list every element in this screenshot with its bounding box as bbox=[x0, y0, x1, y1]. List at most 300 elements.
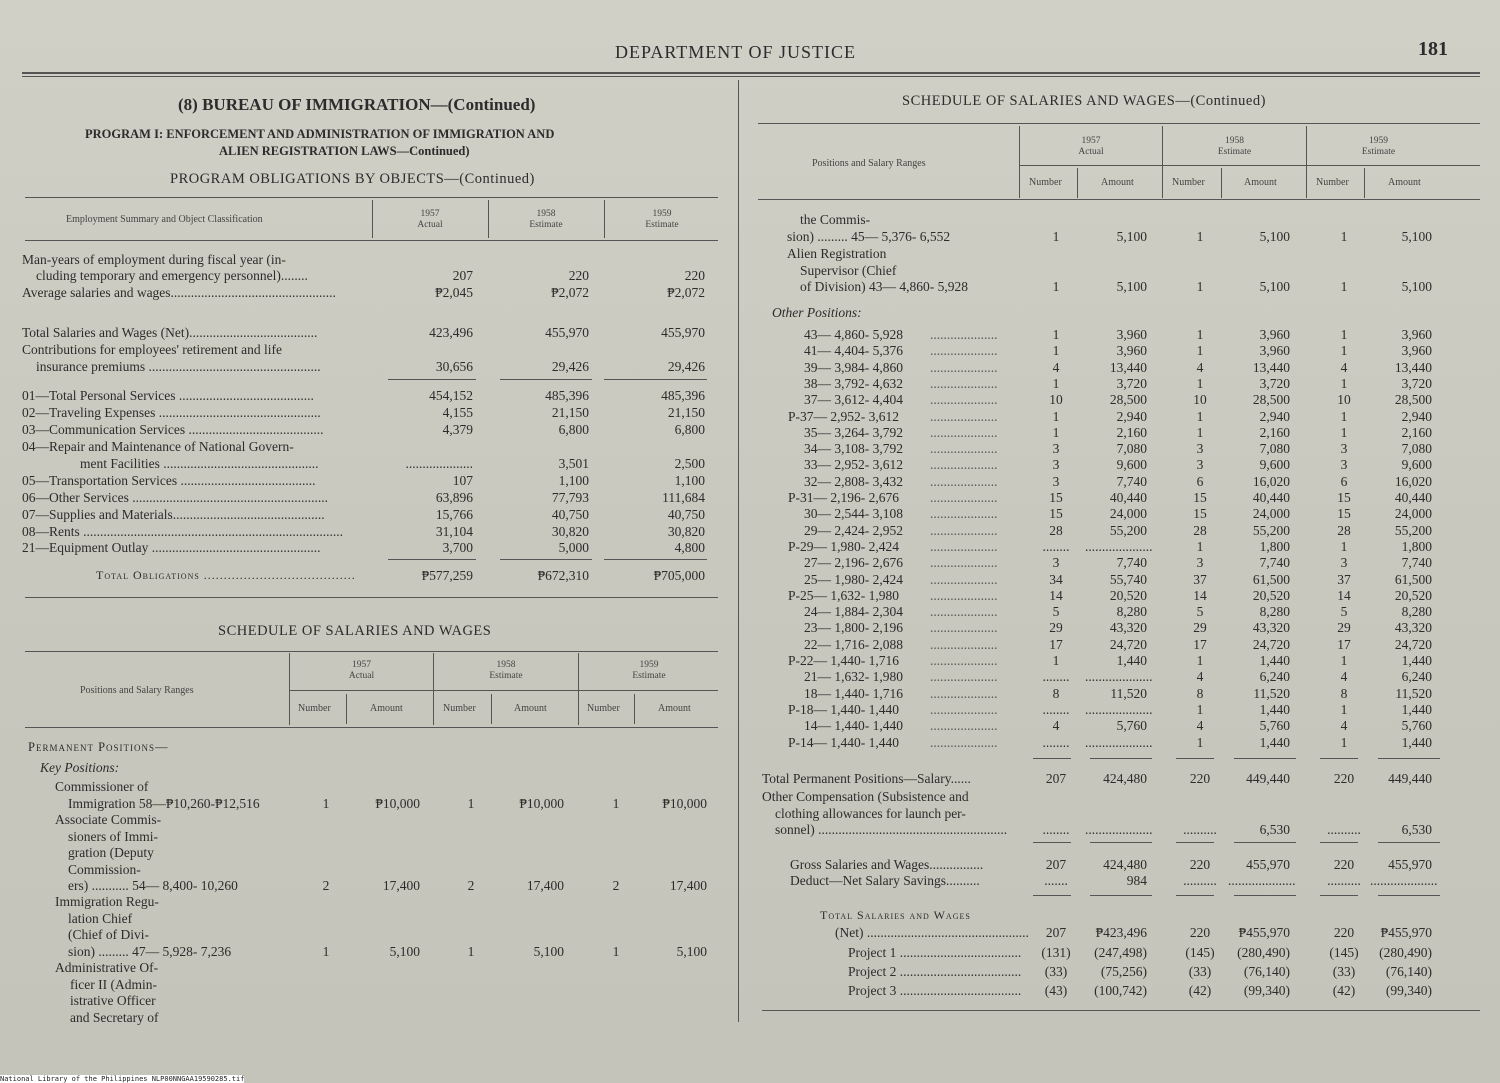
position-amount: 40,440 bbox=[1109, 490, 1147, 505]
obj-row-label: 01—Total Personal Services ........................................ bbox=[22, 388, 314, 403]
page-header-title: DEPARTMENT OF JUSTICE bbox=[615, 42, 856, 62]
right-table-bottom-rule bbox=[762, 1010, 1480, 1011]
obj-row-1959: 455,970 bbox=[661, 325, 705, 340]
leader-dots: .................... bbox=[930, 522, 998, 538]
position-amount: 17,400 bbox=[669, 878, 707, 893]
position-number: 4 bbox=[1052, 359, 1060, 375]
position-number: 10 bbox=[1337, 392, 1351, 408]
position-number: 1 bbox=[1196, 701, 1204, 717]
salary-range: 27— 2,196- 2,676 bbox=[804, 555, 903, 571]
obj-table-top-rule bbox=[25, 197, 718, 198]
position-number: 15 bbox=[1049, 506, 1063, 522]
position-number: 3 bbox=[1196, 441, 1204, 457]
position-number: 1 bbox=[1196, 343, 1204, 359]
col-number: Number bbox=[1029, 177, 1062, 188]
position-number: 207 bbox=[1045, 857, 1067, 872]
position-amount: 424,480 bbox=[1103, 857, 1147, 872]
position-amount: (247,498) bbox=[1094, 945, 1147, 960]
position-number: 1 bbox=[1052, 653, 1060, 668]
position-amount: 449,440 bbox=[1388, 771, 1432, 786]
sum-rule bbox=[500, 559, 592, 560]
page-number: 181 bbox=[1418, 38, 1448, 60]
position-amount: 5,100 bbox=[1259, 228, 1290, 244]
position-number: 4 bbox=[1052, 718, 1060, 734]
position-number: 1 bbox=[1340, 327, 1348, 342]
obj-row-1957: 4,155 bbox=[442, 405, 473, 420]
position-label-line: (Net) ................................................ bbox=[835, 924, 1029, 940]
right-header-1958: 1958 Estimate bbox=[1217, 136, 1252, 157]
position-amount: 5,100 bbox=[676, 943, 707, 959]
position-number: 220 bbox=[1333, 771, 1355, 786]
position-number: (131) bbox=[1041, 945, 1071, 960]
position-amount: 2,160 bbox=[1401, 424, 1432, 440]
position-amount: 984 bbox=[1126, 873, 1147, 888]
position-number: 8 bbox=[1196, 685, 1204, 701]
salary-range: 41— 4,404- 5,376 bbox=[804, 343, 903, 359]
obj-row-label: insurance premiums ................................................... bbox=[36, 359, 321, 374]
salary-range: 22— 1,716- 2,088 bbox=[804, 636, 903, 652]
position-number: 2 bbox=[612, 878, 620, 893]
position-amount: 13,440 bbox=[1394, 359, 1432, 375]
position-number: 29 bbox=[1049, 620, 1063, 636]
obj-row-label: Contributions for employees' retirement and life bbox=[22, 342, 282, 357]
position-number: 1 bbox=[1340, 228, 1348, 244]
position-label-line: lation Chief bbox=[68, 910, 133, 926]
salary-range: P-22— 1,440- 1,716 bbox=[788, 653, 899, 668]
salary-range: P-29— 1,980- 2,424 bbox=[788, 538, 899, 554]
position-number: 1 bbox=[1052, 424, 1060, 440]
obj-row-1958: 5,000 bbox=[558, 540, 589, 555]
position-amount: 7,080 bbox=[1259, 441, 1290, 457]
permanent-positions-label: Permanent Positions— bbox=[28, 740, 169, 754]
position-number: 1 bbox=[1196, 375, 1204, 391]
position-amount: .................... bbox=[1085, 701, 1153, 717]
position-amount: 24,000 bbox=[1109, 506, 1147, 522]
obj-row-label: 04—Repair and Maintenance of National Govern- bbox=[22, 439, 294, 454]
position-amount: (76,140) bbox=[1243, 964, 1290, 979]
position-amount: 7,740 bbox=[1116, 555, 1147, 571]
position-amount: 5,760 bbox=[1259, 718, 1290, 734]
position-amount: 24,720 bbox=[1394, 636, 1432, 652]
position-number: ....... bbox=[1044, 873, 1068, 888]
position-number: 29 bbox=[1193, 620, 1207, 636]
position-number: .......... bbox=[1327, 822, 1361, 837]
salary-range: 37— 3,612- 4,404 bbox=[804, 392, 903, 408]
position-number: 1 bbox=[1052, 375, 1060, 391]
position-number: 15 bbox=[1049, 490, 1063, 505]
position-amount: 6,240 bbox=[1259, 669, 1290, 685]
position-amount: 43,320 bbox=[1394, 620, 1432, 636]
sum-rule bbox=[1378, 895, 1440, 896]
position-number: 1 bbox=[1052, 408, 1060, 424]
leader-dots: .................... bbox=[930, 392, 998, 408]
position-number: 4 bbox=[1196, 669, 1204, 685]
position-amount: ₱10,000 bbox=[519, 795, 564, 811]
obj-row-label: 21—Equipment Outlay .................................................. bbox=[22, 540, 321, 555]
position-label-line: ficer II (Admin- bbox=[70, 976, 157, 992]
obj-header-1957: 1957 Actual bbox=[417, 209, 443, 230]
obj-row-label: 05—Transportation Services ........................................ bbox=[22, 473, 316, 488]
position-number: 1 bbox=[1196, 279, 1204, 294]
sum-rule bbox=[388, 559, 476, 560]
position-amount: ₱10,000 bbox=[662, 795, 707, 811]
obj-row-label: 03—Communication Services ........................................ bbox=[22, 422, 324, 437]
position-label-line: Immigration Regu- bbox=[55, 894, 159, 909]
position-amount: 455,970 bbox=[1246, 857, 1290, 872]
position-number: 15 bbox=[1337, 506, 1351, 522]
position-number: 34 bbox=[1049, 571, 1063, 587]
position-number: (33) bbox=[1044, 964, 1068, 979]
position-number: 3 bbox=[1052, 457, 1060, 473]
position-label-line: Administrative Of- bbox=[55, 960, 159, 975]
obj-row-1957: 3,700 bbox=[442, 540, 473, 555]
salary-range: 24— 1,884- 2,304 bbox=[804, 604, 903, 620]
position-amount: 28,500 bbox=[1394, 392, 1432, 408]
obj-table-header-rule bbox=[25, 240, 718, 241]
obj-row-1957: ₱577,259 bbox=[421, 568, 473, 583]
header-rule-thin bbox=[22, 76, 1480, 77]
sched-header-1957: 1957 Actual bbox=[348, 660, 375, 681]
position-amount: 1,440 bbox=[1401, 734, 1432, 750]
position-number: 3 bbox=[1052, 473, 1060, 489]
sched-vrule bbox=[346, 694, 347, 724]
salary-range: P-37— 2,952- 3,612 bbox=[788, 408, 899, 424]
obj-row-1957: 207 bbox=[452, 268, 473, 283]
position-number: 1 bbox=[322, 943, 330, 959]
position-amount: 7,740 bbox=[1401, 555, 1432, 571]
right-table-mid-rule bbox=[1020, 165, 1480, 166]
salary-range: 14— 1,440- 1,440 bbox=[804, 718, 903, 734]
position-amount: 28,500 bbox=[1252, 392, 1290, 408]
leader-dots: .................... bbox=[930, 359, 998, 375]
position-amount: 40,440 bbox=[1394, 490, 1432, 505]
position-amount: 8,280 bbox=[1401, 604, 1432, 620]
position-label-line: Deduct—Net Salary Savings.......... bbox=[790, 873, 980, 888]
position-amount: 43,320 bbox=[1109, 620, 1147, 636]
position-amount: 2,160 bbox=[1116, 424, 1147, 440]
obj-row-1958: 485,396 bbox=[545, 388, 589, 403]
position-number: (33) bbox=[1332, 964, 1356, 979]
position-number: 37 bbox=[1337, 571, 1351, 587]
position-amount: 55,200 bbox=[1109, 522, 1147, 538]
position-amount: (99,340) bbox=[1243, 983, 1290, 998]
col-amount: Amount bbox=[370, 703, 403, 714]
position-number: 1 bbox=[322, 795, 330, 811]
salary-range: 38— 3,792- 4,632 bbox=[804, 375, 903, 391]
position-amount: 20,520 bbox=[1109, 587, 1147, 603]
position-number: (33) bbox=[1188, 964, 1212, 979]
column-divider bbox=[738, 80, 739, 1022]
sum-rule bbox=[1176, 842, 1214, 843]
position-number: 2 bbox=[467, 878, 475, 893]
obj-row-1959: 220 bbox=[684, 268, 705, 283]
leader-dots: .................... bbox=[930, 441, 998, 457]
sched-header-1958: 1958 Estimate bbox=[489, 660, 523, 681]
position-amount: 2,940 bbox=[1401, 408, 1432, 424]
leader-dots: .................... bbox=[930, 506, 998, 522]
position-amount: 5,100 bbox=[533, 943, 564, 959]
position-number: 29 bbox=[1337, 620, 1351, 636]
position-number: 17 bbox=[1049, 636, 1063, 652]
position-label-line: Total Salaries and Wages bbox=[820, 908, 971, 922]
position-number: 1 bbox=[1340, 701, 1348, 717]
sched-table-header-rule bbox=[25, 727, 718, 728]
obj-row-label: Total Salaries and Wages (Net)...................................... bbox=[22, 325, 318, 340]
position-amount: 55,740 bbox=[1109, 571, 1147, 587]
position-amount: 24,720 bbox=[1109, 636, 1147, 652]
obj-row-1958: 30,820 bbox=[551, 524, 589, 539]
salary-range: P-31— 2,196- 2,676 bbox=[788, 490, 899, 505]
right-header-1957: 1957 Actual bbox=[1078, 136, 1104, 157]
position-number: 3 bbox=[1052, 441, 1060, 457]
position-label-line: and Secretary of bbox=[70, 1009, 159, 1025]
col-number: Number bbox=[1316, 177, 1349, 188]
header-rule bbox=[22, 72, 1480, 74]
position-amount: 1,440 bbox=[1116, 653, 1147, 668]
position-label-line: (Chief of Divi- bbox=[68, 927, 149, 942]
position-amount: ₱455,970 bbox=[1238, 924, 1290, 940]
obj-row-label: cluding temporary and emergency personnel)........ bbox=[36, 268, 308, 283]
position-amount: 61,500 bbox=[1394, 571, 1432, 587]
position-amount: (76,140) bbox=[1385, 964, 1432, 979]
obj-row-1958: 6,800 bbox=[558, 422, 589, 437]
position-amount: 24,720 bbox=[1252, 636, 1290, 652]
position-number: 15 bbox=[1193, 490, 1207, 505]
position-number: 6 bbox=[1340, 473, 1348, 489]
sum-rule bbox=[1378, 842, 1440, 843]
position-amount: 20,520 bbox=[1252, 587, 1290, 603]
position-amount: 6,530 bbox=[1259, 822, 1290, 837]
leader-dots: .................... bbox=[930, 490, 998, 505]
obj-row-label: 08—Rents ............................................................................. bbox=[22, 524, 344, 539]
position-number: 5 bbox=[1196, 604, 1204, 620]
salary-range: P-14— 1,440- 1,440 bbox=[788, 734, 899, 750]
position-amount: 1,440 bbox=[1259, 734, 1290, 750]
position-label-line: Alien Registration bbox=[787, 246, 887, 261]
position-number: (145) bbox=[1185, 945, 1215, 960]
position-amount: 1,440 bbox=[1401, 653, 1432, 668]
position-amount: 13,440 bbox=[1252, 359, 1290, 375]
position-label-line: Project 2 .................................... bbox=[848, 964, 1022, 979]
position-label-line: Project 1 .................................... bbox=[848, 945, 1022, 960]
position-number: 4 bbox=[1196, 718, 1204, 734]
sum-rule bbox=[1234, 895, 1296, 896]
sum-rule bbox=[1378, 758, 1440, 759]
obj-row-1959: 30,820 bbox=[667, 524, 705, 539]
position-number: 220 bbox=[1189, 924, 1211, 940]
position-amount: 16,020 bbox=[1394, 473, 1432, 489]
position-number: 1 bbox=[1196, 653, 1204, 668]
right-vrule bbox=[1077, 168, 1078, 198]
right-header-label: Positions and Salary Ranges bbox=[812, 158, 926, 169]
position-amount: 13,440 bbox=[1109, 359, 1147, 375]
position-amount: 11,520 bbox=[1110, 685, 1147, 701]
sum-rule bbox=[1234, 842, 1296, 843]
leader-dots: .................... bbox=[930, 701, 998, 717]
col-number: Number bbox=[443, 703, 476, 714]
sched-header-label: Positions and Salary Ranges bbox=[80, 685, 194, 696]
position-number: 4 bbox=[1340, 718, 1348, 734]
position-amount: 9,600 bbox=[1401, 457, 1432, 473]
obj-row-1959: 111,684 bbox=[662, 490, 705, 505]
leader-dots: .................... bbox=[930, 327, 998, 342]
bureau-title: (8) BUREAU OF IMMIGRATION—(Continued) bbox=[178, 95, 536, 114]
position-amount: 1,800 bbox=[1259, 538, 1290, 554]
position-amount: ₱455,970 bbox=[1380, 924, 1432, 940]
position-number: (42) bbox=[1332, 983, 1356, 998]
position-number: 5 bbox=[1052, 604, 1060, 620]
position-amount: (280,490) bbox=[1237, 945, 1290, 960]
position-label-line: Commission- bbox=[68, 861, 141, 877]
obj-row-1957: 30,656 bbox=[435, 359, 473, 374]
position-number: 4 bbox=[1340, 359, 1348, 375]
obj-row-label: 02—Traveling Expenses ................................................ bbox=[22, 405, 321, 420]
obj-row-1957: 107 bbox=[452, 473, 473, 488]
position-number: 1 bbox=[1340, 375, 1348, 391]
salary-range: 25— 1,980- 2,424 bbox=[804, 571, 903, 587]
obj-row-1957: .................... bbox=[405, 456, 473, 471]
salary-range: 34— 3,108- 3,792 bbox=[804, 441, 903, 457]
position-amount: 11,520 bbox=[1253, 685, 1290, 701]
position-number: 1 bbox=[1340, 279, 1348, 294]
position-number: 3 bbox=[1340, 555, 1348, 571]
position-number: 1 bbox=[1052, 327, 1060, 342]
position-label-line: the Commis- bbox=[800, 212, 871, 227]
sum-rule bbox=[1090, 758, 1152, 759]
position-number: 6 bbox=[1196, 473, 1204, 489]
col-number: Number bbox=[587, 703, 620, 714]
obj-row-1958: 40,750 bbox=[551, 507, 589, 522]
leader-dots: .................... bbox=[930, 604, 998, 620]
position-amount: 8,280 bbox=[1116, 604, 1147, 620]
position-amount: 1,800 bbox=[1401, 538, 1432, 554]
position-number: 1 bbox=[1340, 734, 1348, 750]
obj-row-1957: 15,766 bbox=[435, 507, 473, 522]
leader-dots: .................... bbox=[930, 555, 998, 571]
obj-row-1959: ₱2,072 bbox=[667, 285, 705, 300]
sched-vrule bbox=[491, 694, 492, 724]
position-amount: (280,490) bbox=[1379, 945, 1432, 960]
sum-rule bbox=[1033, 895, 1071, 896]
position-amount: 3,960 bbox=[1116, 343, 1147, 359]
position-number: 1 bbox=[1196, 228, 1204, 244]
obj-row-1959: 21,150 bbox=[667, 405, 705, 420]
position-amount: 3,960 bbox=[1259, 327, 1290, 342]
salary-range: 32— 2,808- 3,432 bbox=[804, 473, 903, 489]
position-number: 1 bbox=[467, 795, 475, 811]
position-amount: 6,240 bbox=[1401, 669, 1432, 685]
position-number: 1 bbox=[1196, 327, 1204, 342]
sum-rule bbox=[1176, 895, 1214, 896]
position-amount: 55,200 bbox=[1394, 522, 1432, 538]
position-number: ........ bbox=[1042, 701, 1070, 717]
position-amount: 40,440 bbox=[1252, 490, 1290, 505]
schedule-title: SCHEDULE OF SALARIES AND WAGES bbox=[218, 623, 492, 639]
leader-dots: .................... bbox=[930, 408, 998, 424]
col-amount: Amount bbox=[1388, 177, 1421, 188]
col-amount: Amount bbox=[1244, 177, 1277, 188]
position-number: 28 bbox=[1337, 522, 1351, 538]
position-amount: 11,520 bbox=[1395, 685, 1432, 701]
position-label-line: clothing allowances for launch per- bbox=[775, 805, 966, 821]
obj-row-1958: 77,793 bbox=[551, 490, 589, 505]
position-amount: 16,020 bbox=[1252, 473, 1290, 489]
obj-row-1957: 454,152 bbox=[429, 388, 473, 403]
position-number: ........ bbox=[1042, 822, 1070, 837]
position-number: (43) bbox=[1044, 983, 1068, 998]
position-number: ........ bbox=[1042, 734, 1070, 750]
position-number: 1 bbox=[1196, 424, 1204, 440]
position-number: 1 bbox=[1052, 279, 1060, 294]
obj-row-label: Total Obligations ...................................... bbox=[96, 568, 356, 582]
position-number: 1 bbox=[612, 795, 620, 811]
position-number: 4 bbox=[1196, 359, 1204, 375]
position-amount: 7,080 bbox=[1401, 441, 1432, 457]
position-amount: 55,200 bbox=[1252, 522, 1290, 538]
position-number: 14 bbox=[1049, 587, 1063, 603]
position-number: 17 bbox=[1337, 636, 1351, 652]
position-amount: 7,740 bbox=[1259, 555, 1290, 571]
scan-footer: National Library of the Philippines NLP00NNGAA19590285.tif bbox=[0, 1075, 245, 1083]
position-number: 28 bbox=[1049, 522, 1063, 538]
leader-dots: .................... bbox=[930, 620, 998, 636]
position-amount: ₱10,000 bbox=[375, 795, 420, 811]
sum-rule bbox=[1320, 758, 1358, 759]
sum-rule bbox=[500, 379, 592, 380]
obj-row-1958: 21,150 bbox=[551, 405, 589, 420]
position-amount: .................... bbox=[1085, 822, 1153, 837]
position-amount: 6,530 bbox=[1401, 822, 1432, 837]
leader-dots: .................... bbox=[930, 457, 998, 473]
leader-dots: .................... bbox=[930, 669, 998, 685]
position-number: 3 bbox=[1340, 457, 1348, 473]
position-number: .......... bbox=[1183, 873, 1217, 888]
position-amount: 3,720 bbox=[1259, 375, 1290, 391]
leader-dots: .................... bbox=[930, 343, 998, 359]
obj-header-1958: 1958 Estimate bbox=[529, 209, 563, 230]
position-number: 3 bbox=[1340, 441, 1348, 457]
program-title-line2: ALIEN REGISTRATION LAWS—Continued) bbox=[219, 144, 470, 158]
sum-rule bbox=[1033, 758, 1071, 759]
salary-range: 43— 4,860- 5,928 bbox=[804, 327, 903, 342]
leader-dots: .................... bbox=[930, 685, 998, 701]
position-amount: 43,320 bbox=[1252, 620, 1290, 636]
position-number: ........ bbox=[1042, 669, 1070, 685]
obj-row-label: Average salaries and wages................................................. bbox=[22, 285, 336, 300]
other-positions-label: Other Positions: bbox=[772, 305, 862, 320]
position-number: 14 bbox=[1193, 587, 1207, 603]
position-amount: ₱423,496 bbox=[1095, 924, 1147, 940]
col-amount: Amount bbox=[1101, 177, 1134, 188]
position-number: 8 bbox=[1340, 685, 1348, 701]
position-amount: 7,740 bbox=[1116, 473, 1147, 489]
position-number: 1 bbox=[1340, 408, 1348, 424]
obj-row-1959: 1,100 bbox=[674, 473, 705, 488]
leader-dots: .................... bbox=[930, 734, 998, 750]
obj-row-1957: 4,379 bbox=[442, 422, 473, 437]
obj-row-1959: 6,800 bbox=[674, 422, 705, 437]
sum-rule bbox=[604, 379, 707, 380]
position-amount: 8,280 bbox=[1259, 604, 1290, 620]
position-amount: 9,600 bbox=[1116, 457, 1147, 473]
position-number: 1 bbox=[1340, 343, 1348, 359]
sum-rule bbox=[1176, 758, 1214, 759]
sched-vrule bbox=[634, 694, 635, 724]
position-label-line: Total Permanent Positions—Salary...... bbox=[762, 771, 971, 786]
position-number: .......... bbox=[1327, 873, 1361, 888]
obj-row-1957: 31,104 bbox=[435, 524, 473, 539]
leader-dots: .................... bbox=[930, 571, 998, 587]
